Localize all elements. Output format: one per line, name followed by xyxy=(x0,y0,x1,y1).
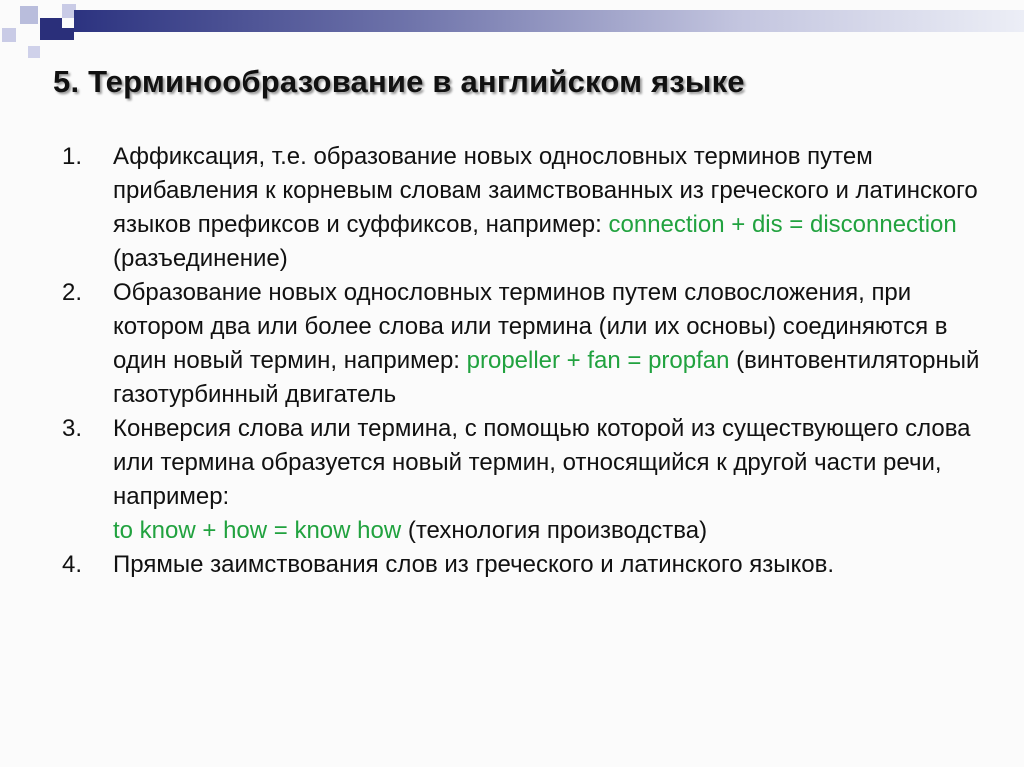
decor-square xyxy=(62,28,74,40)
item-number: 2. xyxy=(62,279,83,306)
example-translation: (технология производства) xyxy=(401,517,708,544)
decor-square xyxy=(20,6,38,24)
slide-title: 5. Терминообразование в английском языке xyxy=(53,64,745,99)
item-text: Конверсия слова или термина, с помощью которой из существующего слова или термина образуется новый термин, относящийся к другой части речи, например: xyxy=(113,415,971,510)
item-text: Прямые заимствования слов из греческого и латинского языков. xyxy=(113,551,834,578)
item-text: Аффиксация, т.е. образование новых однословных терминов путем прибавления к корневым словам заимствованных из греческого и латинского языков префиксов и суффиксов, например: xyxy=(113,143,978,238)
header-gradient-bar xyxy=(74,10,1024,32)
item-number: 4. xyxy=(62,551,83,578)
example-translation: (винтовентиляторный газотурбинный двигатель xyxy=(113,347,980,408)
term-formation-list xyxy=(62,140,982,582)
list-item xyxy=(62,548,982,582)
list-item xyxy=(62,276,982,412)
item-text: Образование новых однословных терминов путем словосложения, при котором два или более слова или термина (или их основы) соединяются в один новый термин, например: xyxy=(113,279,948,374)
decor-square xyxy=(2,28,16,42)
example-text: propeller + fan = propfan xyxy=(466,347,730,374)
example-text: connection + dis = disconnection xyxy=(608,211,957,238)
decor-square xyxy=(28,46,40,58)
example-text: to know + how = know how xyxy=(113,517,402,544)
decor-square xyxy=(40,18,62,40)
item-number: 3. xyxy=(62,415,83,442)
example-translation: (разъединение) xyxy=(113,245,288,272)
list-item xyxy=(62,412,982,548)
item-number: 1. xyxy=(62,143,83,170)
list-item xyxy=(62,140,982,276)
